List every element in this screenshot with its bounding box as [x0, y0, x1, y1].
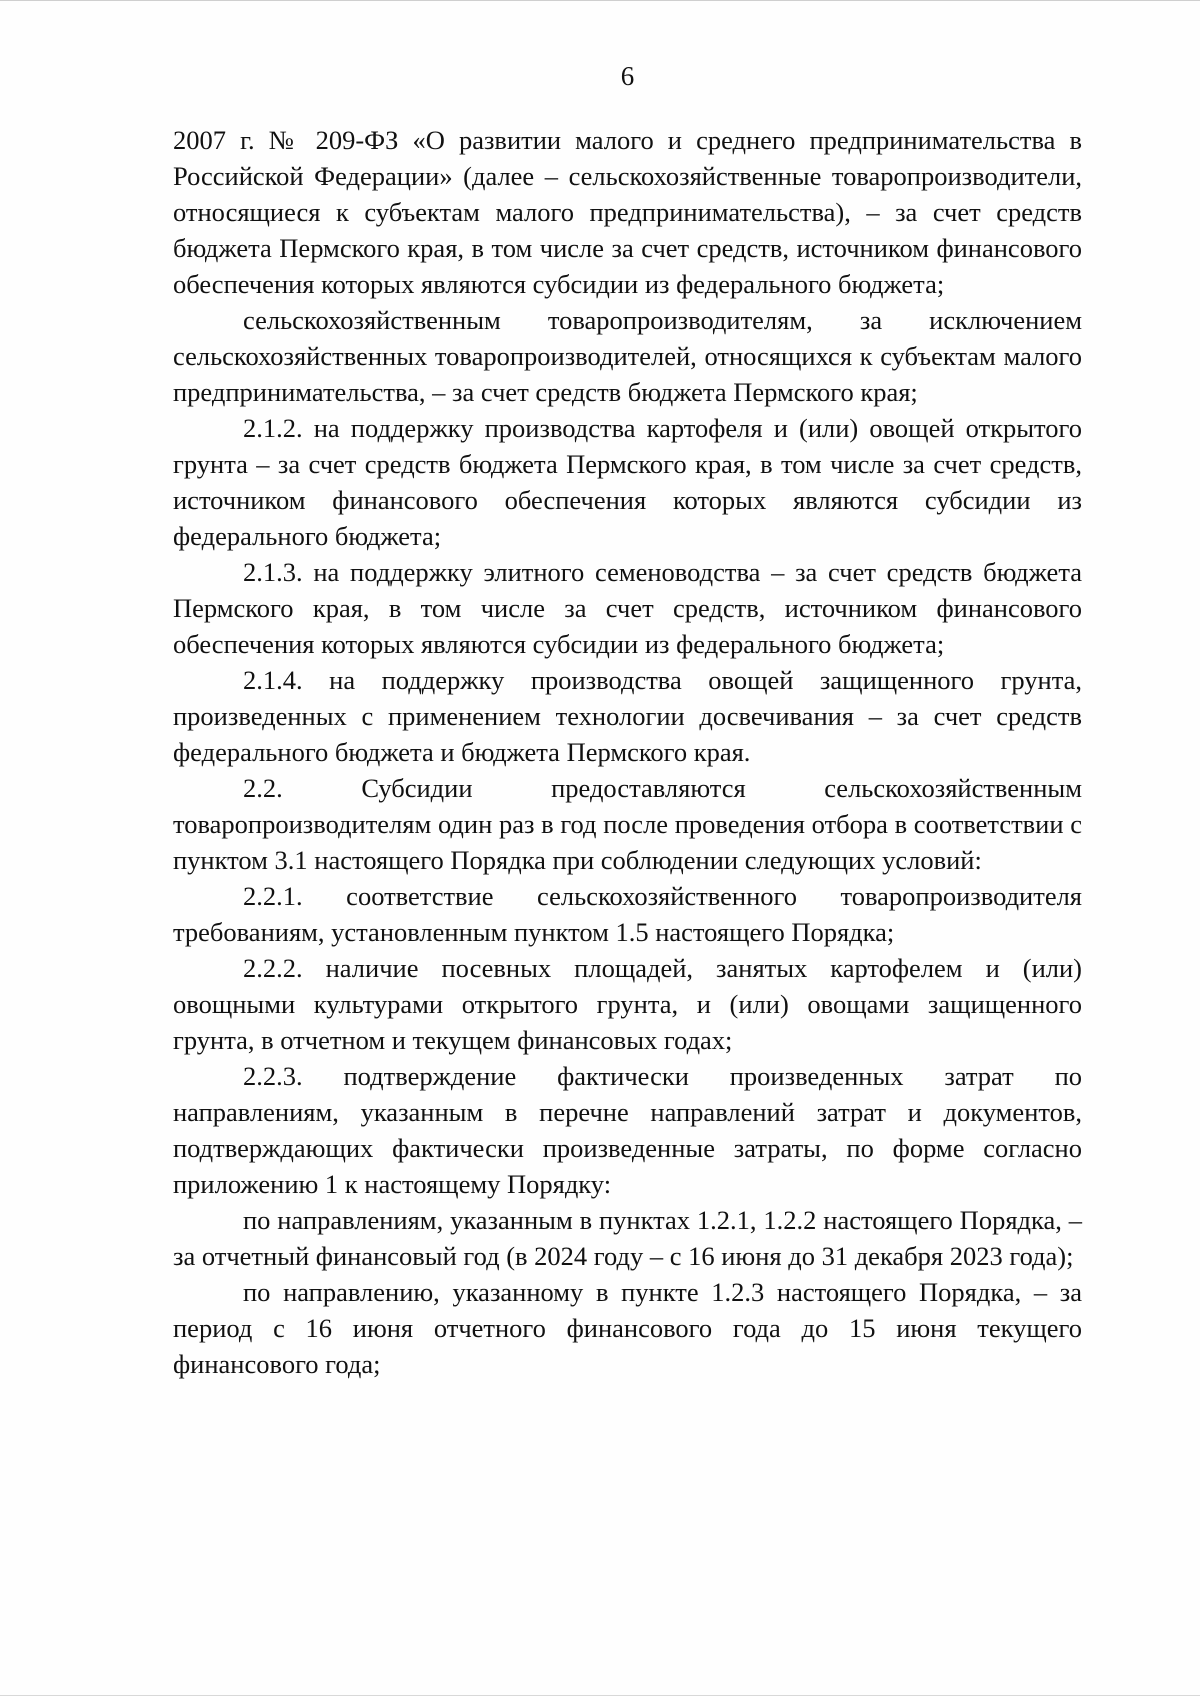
paragraph-2-1-3: 2.1.3. на поддержку элитного семеноводства – за счет средств бюджета Пермского края, в том числе за счет средств, источником финансового обеспечения которых являются субсидии из федерального бюджета; — [173, 557, 1082, 659]
paragraph-2-2-3: 2.2.3. подтверждение фактически произведенных затрат по направлениям, указанным в перечне направлений затрат и документов, подтверждающих фактически произведенные затраты, по форме согласно приложению 1 к настоящему Порядку: — [173, 1061, 1082, 1199]
paragraph-2-2-2: 2.2.2. наличие посевных площадей, занятых картофелем и (или) овощными культурами открытого грунта, и (или) овощами защищенного грунта, в отчетном и текущем финансовых годах; — [173, 953, 1082, 1055]
paragraph-2-2-1: 2.2.1. соответствие сельскохозяйственного товаропроизводителя требованиям, установленным пунктом 1.5 настоящего Порядка; — [173, 881, 1082, 947]
paragraph-law-reference: 2007 г. № 209-ФЗ «О развитии малого и среднего предпринимательства в Российской Федерации» (далее – сельскохозяйственные товаропроизводители, относящиеся к субъектам малого предпринимательства), – за счет средств бюджета Пермского края, в том числе за счет средств, источником финансового обеспечения которых являются субсидии из федерального бюджета; — [173, 125, 1082, 299]
paragraph-2-1-2: 2.1.2. на поддержку производства картофеля и (или) овощей открытого грунта – за счет средств бюджета Пермского края, в том числе за счет средств, источником финансового обеспечения которых являются субсидии из федерального бюджета; — [173, 413, 1082, 551]
paragraph-direction-1-2-3: по направлению, указанному в пункте 1.2.3 настоящего Порядка, – за период с 16 июня отчетного финансового года до 15 июня текущего финансового года; — [173, 1277, 1082, 1379]
paragraph-2-1-4: 2.1.4. на поддержку производства овощей защищенного грунта, произведенных с применением технологии досвечивания – за счет средств федерального бюджета и бюджета Пермского края. — [173, 665, 1082, 767]
paragraph-directions-1-2-1-1-2-2: по направлениям, указанным в пунктах 1.2.1, 1.2.2 настоящего Порядка, – за отчетный финансовый год (в 2024 году – с 16 июня до 31 декабря 2023 года); — [173, 1205, 1082, 1271]
page-number: 6 — [620, 61, 635, 91]
document-body — [173, 122, 1082, 1382]
paragraph-non-small-producers: сельскохозяйственным товаропроизводителям, за исключением сельскохозяйственных товаропроизводителей, относящихся к субъектам малого предпринимательства, – за счет средств бюджета Пермского края; — [173, 305, 1082, 407]
paragraph-2-2: 2.2. Субсидии предоставляются сельскохозяйственным товаропроизводителям один раз в год после проведения отбора в соответствии с пунктом 3.1 настоящего Порядка при соблюдении следующих условий: — [173, 773, 1082, 875]
